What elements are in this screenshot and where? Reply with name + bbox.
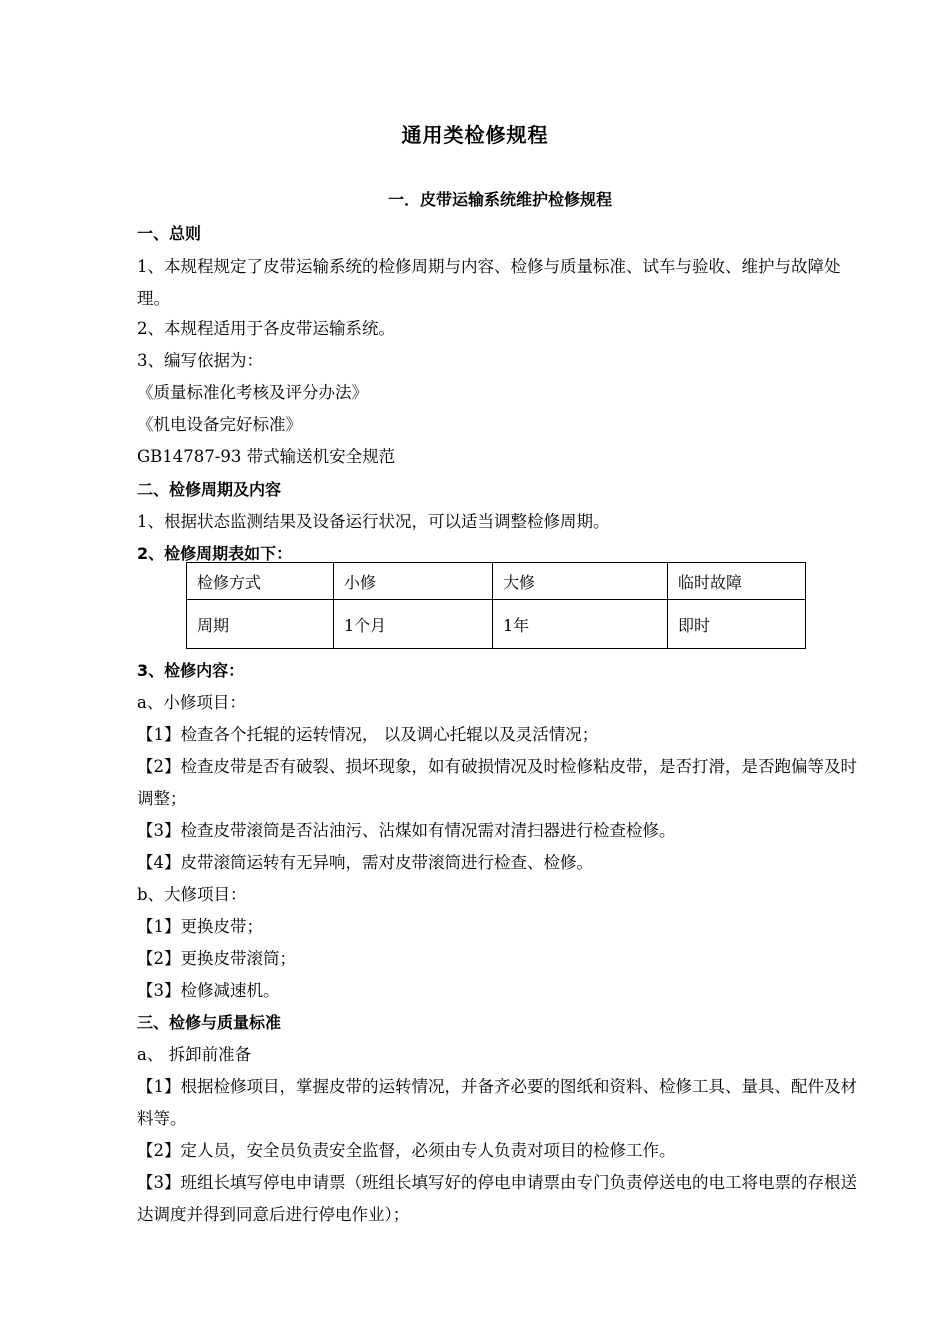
list-item: 【3】检查皮带滚筒是否沾油污、沾煤如有情况需对清扫器进行检查检修。	[137, 821, 676, 840]
heading-content: 3、检修内容：	[137, 661, 245, 680]
table-cell: 临时故障	[668, 563, 806, 600]
table-cell: 周期	[187, 600, 334, 649]
table-cell: 即时	[668, 600, 806, 649]
table-cell: 小修	[334, 563, 493, 600]
reference-item: 《机电设备完好标准》	[137, 415, 302, 434]
list-item: 【1】检查各个托辊的运转情况， 以及调心托辊以及灵活情况；	[137, 725, 599, 744]
heading-cycle-table: 2、检修周期表如下：	[137, 544, 293, 563]
subheading-major: b、大修项目：	[137, 885, 247, 904]
subheading-preparation: a、 拆卸前准备	[137, 1045, 252, 1064]
paragraph-scope: 1、本规程规定了皮带运输系统的检修周期与内容、检修与质量标准、试车与验收、维护与故障处理。	[137, 257, 841, 308]
list-item: 【1】更换皮带；	[137, 917, 263, 936]
table-cell: 1个月	[334, 600, 493, 649]
table-header-row	[187, 563, 806, 600]
paragraph-basis: 3、编写依据为：	[137, 351, 263, 370]
heading-cycle: 二、检修周期及内容	[137, 480, 282, 499]
table-cell: 检修方式	[187, 563, 334, 600]
heading-general: 一、总则	[137, 224, 202, 243]
list-item: 【1】根据检修项目，掌握皮带的运转情况，并备齐必要的图纸和资料、检修工具、量具、配件及材料等。	[137, 1077, 857, 1128]
table-cell: 大修	[493, 563, 668, 600]
table-row	[187, 600, 806, 649]
paragraph-cycle-adjust: 1、根据状态监测结果及设备运行状况，可以适当调整检修周期。	[137, 512, 610, 531]
list-item: 【3】检修减速机。	[137, 981, 280, 1000]
list-item: 【3】班组长填写停电申请票（班组长填写好的停电申请票由专门负责停送电的电工将电票的存根送达调度并得到同意后进行停电作业）；	[137, 1173, 857, 1224]
reference-item: 《质量标准化考核及评分办法》	[137, 383, 368, 402]
list-item: 【2】更换皮带滚筒；	[137, 949, 296, 968]
paragraph-applicability: 2、本规程适用于各皮带运输系统。	[137, 319, 395, 338]
table-cell: 1年	[493, 600, 668, 649]
list-item: 【2】检查皮带是否有破裂、损坏现象，如有破损情况及时检修粘皮带，是否打滑，是否跑偏等及时调整；	[137, 757, 857, 808]
list-item: 【2】定人员，安全员负责安全监督，必须由专人负责对项目的检修工作。	[137, 1141, 676, 1160]
section-subtitle: 一．皮带运输系统维护检修规程	[387, 190, 612, 209]
heading-quality: 三、检修与质量标准	[137, 1013, 282, 1032]
subheading-minor: a、小修项目：	[137, 693, 246, 712]
reference-item: GB14787-93 带式输送机安全规范	[137, 447, 396, 466]
page-title: 通用类检修规程	[401, 123, 549, 147]
cycle-table	[186, 562, 806, 649]
list-item: 【4】皮带滚筒运转有无异响，需对皮带滚筒进行检查、检修。	[137, 853, 593, 872]
